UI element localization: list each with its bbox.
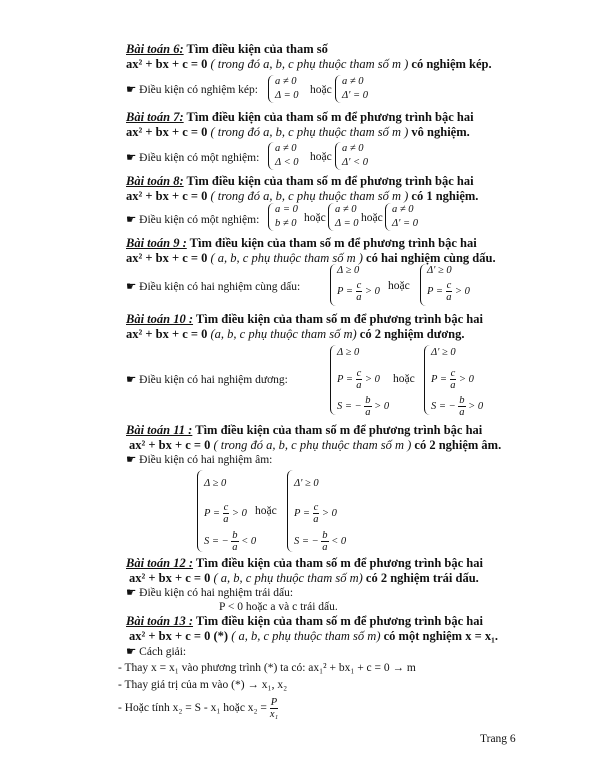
problem-10-equation-line: [126, 327, 465, 342]
rhs: < 0: [331, 535, 347, 547]
problem-10-equation: ax² + bx + c = 0: [126, 327, 208, 341]
problem-7-note: ( trong đó a, b, c phụ thuộc tham số m ): [207, 125, 409, 139]
cond-line: a ≠ 0: [342, 143, 364, 154]
problem-13-method-label: ☛ Cách giải:: [126, 646, 187, 658]
problem-7-equation-line: [126, 125, 470, 140]
brace: [424, 345, 430, 415]
problem-6-title-text: Tìm điều kiện của tham số: [183, 42, 328, 56]
brace: [330, 264, 336, 306]
fraction-c-over-a: [313, 502, 320, 525]
brace: [330, 345, 336, 415]
problem-13-step-3-line: [118, 697, 278, 720]
problem-10-condition-label: ☛ Điều kiện có hai nghiệm dương:: [126, 374, 288, 386]
problem-12-title-line: [126, 556, 483, 571]
problem-8-label: Bài toán 8:: [126, 174, 184, 188]
brace: [335, 75, 341, 103]
problem-13-step-2: - Thay giá trị của m vào (*) → x₁, x₂: [118, 679, 288, 691]
brace: [420, 264, 426, 306]
problem-7-title-text: Tìm điều kiện của tham số m để phương trình bậc hai: [183, 110, 474, 124]
cond-line: Δ ≥ 0: [204, 478, 227, 489]
problem-13-step-1: - Thay x = x₁ vào phương trình (*) ta có: ax₁² + bx₁ + c = 0 → m: [118, 662, 416, 674]
problem-6-note: ( trong đó a, b, c phụ thuộc tham số m ): [207, 57, 409, 71]
cond-line: a ≠ 0: [342, 76, 364, 87]
frac-num: c: [450, 368, 456, 379]
frac-num: b: [322, 530, 328, 541]
fraction-b-over-a: [321, 530, 328, 553]
problem-13-equation-line: [129, 629, 498, 644]
brace: [197, 470, 203, 552]
frac-den: a: [313, 514, 319, 525]
frac-num: c: [313, 502, 319, 513]
s-lhs: S = −: [294, 535, 319, 547]
cond-line: a ≠ 0: [275, 143, 297, 154]
cond-line: a = 0: [275, 204, 298, 215]
problem-6-equation-line: [126, 57, 492, 72]
s-lhs: S = −: [431, 400, 456, 412]
brace: [268, 142, 274, 170]
or-text: hoặc: [393, 373, 415, 385]
problem-6-title-line: [126, 42, 328, 57]
problem-11-title-line: [126, 423, 482, 438]
problem-8-equation-line: [126, 189, 478, 204]
problem-11-tail: có 2 nghiệm âm.: [411, 438, 502, 452]
problem-11-note: ( trong đó a, b, c phụ thuộc tham số m ): [210, 438, 412, 452]
rhs: > 0: [321, 507, 337, 519]
cond-s-line: [337, 395, 389, 418]
problem-10-label: Bài toán 10 :: [126, 312, 194, 326]
p-lhs: P =: [294, 507, 310, 519]
problem-12-condition: P < 0 hoặc a và c trái dấu.: [219, 601, 338, 613]
problem-9-equation: ax² + bx + c = 0: [126, 251, 208, 265]
brace: [287, 470, 293, 552]
frac-num: b: [459, 395, 465, 406]
frac-num: c: [356, 368, 362, 379]
problem-9-tail: có hai nghiệm cùng dấu.: [362, 251, 496, 265]
frac-num: P: [270, 697, 278, 708]
cond-s-line: [204, 530, 256, 553]
problem-9-title-line: [126, 236, 477, 251]
frac-den: x₁: [269, 709, 279, 720]
p-lhs: P =: [431, 373, 447, 385]
cond-p-line: [427, 280, 470, 303]
p-lhs: P =: [337, 373, 353, 385]
fraction-b-over-a: [364, 395, 371, 418]
problem-7-label: Bài toán 7:: [126, 110, 184, 124]
frac-num: b: [232, 530, 238, 541]
frac-den: a: [365, 407, 371, 418]
problem-8-title-text: Tìm điều kiện của tham số m để phương trình bậc hai: [183, 174, 474, 188]
problem-8-tail: có 1 nghiệm.: [408, 189, 479, 203]
fraction-c-over-a: [356, 280, 363, 303]
rhs: < 0: [241, 535, 257, 547]
frac-num: c: [356, 280, 362, 291]
brace: [335, 142, 341, 170]
problem-8-equation: ax² + bx + c = 0: [126, 189, 208, 203]
problem-6-condition-label: ☛ Điều kiện có nghiệm kép:: [126, 84, 258, 96]
page-number: Trang 6: [480, 733, 516, 745]
rhs: > 0: [364, 373, 380, 385]
cond-s-line: [431, 395, 483, 418]
problem-12-tail: có 2 nghiệm trái dấu.: [362, 571, 479, 585]
or-text: hoặc: [304, 212, 326, 224]
rhs: > 0: [231, 507, 247, 519]
rhs: > 0: [454, 285, 470, 297]
rhs: > 0: [458, 373, 474, 385]
problem-10-note: (a, b, c phụ thuộc tham số m): [207, 327, 357, 341]
cond-s-line: [294, 530, 346, 553]
rhs: > 0: [364, 285, 380, 297]
problem-11-label: Bài toán 11 :: [126, 423, 193, 437]
cond-line: Δ' < 0: [342, 157, 368, 168]
fraction-c-over-a: [356, 368, 363, 391]
cond-line: Δ = 0: [275, 90, 299, 101]
problem-10-title-text: Tìm điều kiện của tham số m để phương trình bậc hai: [193, 312, 483, 326]
brace: [385, 203, 391, 231]
problem-9-note: ( a, b, c phụ thuộc tham số m ): [207, 251, 363, 265]
problem-13-note: ( a, b, c phụ thuộc tham số m): [228, 629, 381, 643]
p-lhs: P =: [337, 285, 353, 297]
frac-num: b: [365, 395, 371, 406]
problem-9-condition-label: ☛ Điều kiện có hai nghiệm cùng dấu:: [126, 281, 301, 293]
problem-13-label: Bài toán 13 :: [126, 614, 194, 628]
problem-9-title-text: Tìm điều kiện của tham số m để phương trình bậc hai: [186, 236, 477, 250]
problem-7-equation: ax² + bx + c = 0: [126, 125, 208, 139]
fraction-c-over-a: [450, 368, 457, 391]
problem-11-equation: ax² + bx + c = 0: [129, 438, 211, 452]
cond-line: a ≠ 0: [335, 204, 357, 215]
cond-p-line: [337, 368, 380, 391]
problem-10-title-line: [126, 312, 483, 327]
cond-line: Δ ≥ 0: [337, 265, 360, 276]
problem-7-condition-label: ☛ Điều kiện có một nghiệm:: [126, 152, 260, 164]
frac-den: a: [223, 514, 229, 525]
problem-11-equation-line: [129, 438, 501, 453]
problem-12-equation-line: [129, 571, 479, 586]
frac-den: a: [450, 380, 456, 391]
or-text: hoặc: [310, 84, 332, 96]
problem-13-step-3: - Hoặc tính x₂ = S - x₁ hoặc x₂ =: [118, 702, 267, 715]
problem-10-tail: có 2 nghiệm dương.: [356, 327, 465, 341]
fraction-b-over-a: [231, 530, 238, 553]
cond-p-line: [337, 280, 380, 303]
cond-line: Δ' ≥ 0: [427, 265, 452, 276]
problem-12-label: Bài toán 12 :: [126, 556, 194, 570]
problem-8-note: ( trong đó a, b, c phụ thuộc tham số m ): [207, 189, 409, 203]
or-text: hoặc: [361, 212, 383, 224]
problem-13-title-text: Tìm điều kiện của tham số m để phương trình bậc hai: [193, 614, 483, 628]
problem-13-title-line: [126, 614, 483, 629]
cond-line: Δ < 0: [275, 157, 299, 168]
cond-p-line: [204, 502, 247, 525]
cond-line: Δ' ≥ 0: [431, 347, 456, 358]
frac-den: a: [232, 542, 238, 553]
problem-8-title-line: [126, 174, 474, 189]
problem-13-equation: ax² + bx + c = 0 (*): [129, 629, 229, 643]
cond-line: Δ ≥ 0: [337, 347, 360, 358]
problem-12-equation: ax² + bx + c = 0: [129, 571, 211, 585]
problem-13-tail: có một nghiệm x = x₁.: [380, 629, 498, 643]
frac-den: a: [459, 407, 465, 418]
problem-6-equation: ax² + bx + c = 0: [126, 57, 208, 71]
problem-8-condition-label: ☛ Điều kiện có một nghiệm:: [126, 214, 260, 226]
problem-7-title-line: [126, 110, 474, 125]
problem-12-condition-label: ☛ Điều kiện có hai nghiệm trái dấu:: [126, 587, 294, 599]
fraction-p-over-x1: [270, 697, 278, 720]
cond-p-line: [431, 368, 474, 391]
brace: [268, 75, 274, 103]
p-lhs: P =: [204, 507, 220, 519]
cond-line: a ≠ 0: [392, 204, 414, 215]
or-text: hoặc: [310, 151, 332, 163]
problem-12-title-text: Tìm điều kiện của tham số m để phương trình bậc hai: [193, 556, 483, 570]
frac-num: c: [446, 280, 452, 291]
cond-line: Δ = 0: [335, 218, 359, 229]
cond-line: a ≠ 0: [275, 76, 297, 87]
problem-11-condition-label: ☛ Điều kiện có hai nghiệm âm:: [126, 454, 273, 466]
cond-line: Δ' = 0: [392, 218, 418, 229]
frac-num: c: [223, 502, 229, 513]
frac-den: a: [322, 542, 328, 553]
brace: [328, 203, 334, 231]
rhs: > 0: [468, 400, 484, 412]
problem-7-tail: vô nghiệm.: [408, 125, 470, 139]
frac-den: a: [356, 292, 362, 303]
frac-den: a: [446, 292, 452, 303]
problem-9-equation-line: [126, 251, 496, 266]
problem-6-label: Bài toán 6:: [126, 42, 184, 56]
cond-line: Δ' ≥ 0: [294, 478, 319, 489]
frac-den: a: [356, 380, 362, 391]
s-lhs: S = −: [337, 400, 362, 412]
cond-line: b ≠ 0: [275, 218, 297, 229]
fraction-b-over-a: [458, 395, 465, 418]
cond-p-line: [294, 502, 337, 525]
problem-12-note: ( a, b, c phụ thuộc tham số m): [210, 571, 363, 585]
problem-9-label: Bài toán 9 :: [126, 236, 187, 250]
or-text: hoặc: [255, 505, 277, 517]
fraction-c-over-a: [223, 502, 230, 525]
s-lhs: S = −: [204, 535, 229, 547]
problem-6-tail: có nghiệm kép.: [408, 57, 492, 71]
brace: [268, 203, 274, 231]
fraction-c-over-a: [446, 280, 453, 303]
rhs: > 0: [374, 400, 390, 412]
p-lhs: P =: [427, 285, 443, 297]
cond-line: Δ' = 0: [342, 90, 368, 101]
or-text: hoặc: [388, 280, 410, 292]
problem-11-title-text: Tìm điều kiện của tham số m để phương trình bậc hai: [192, 423, 483, 437]
